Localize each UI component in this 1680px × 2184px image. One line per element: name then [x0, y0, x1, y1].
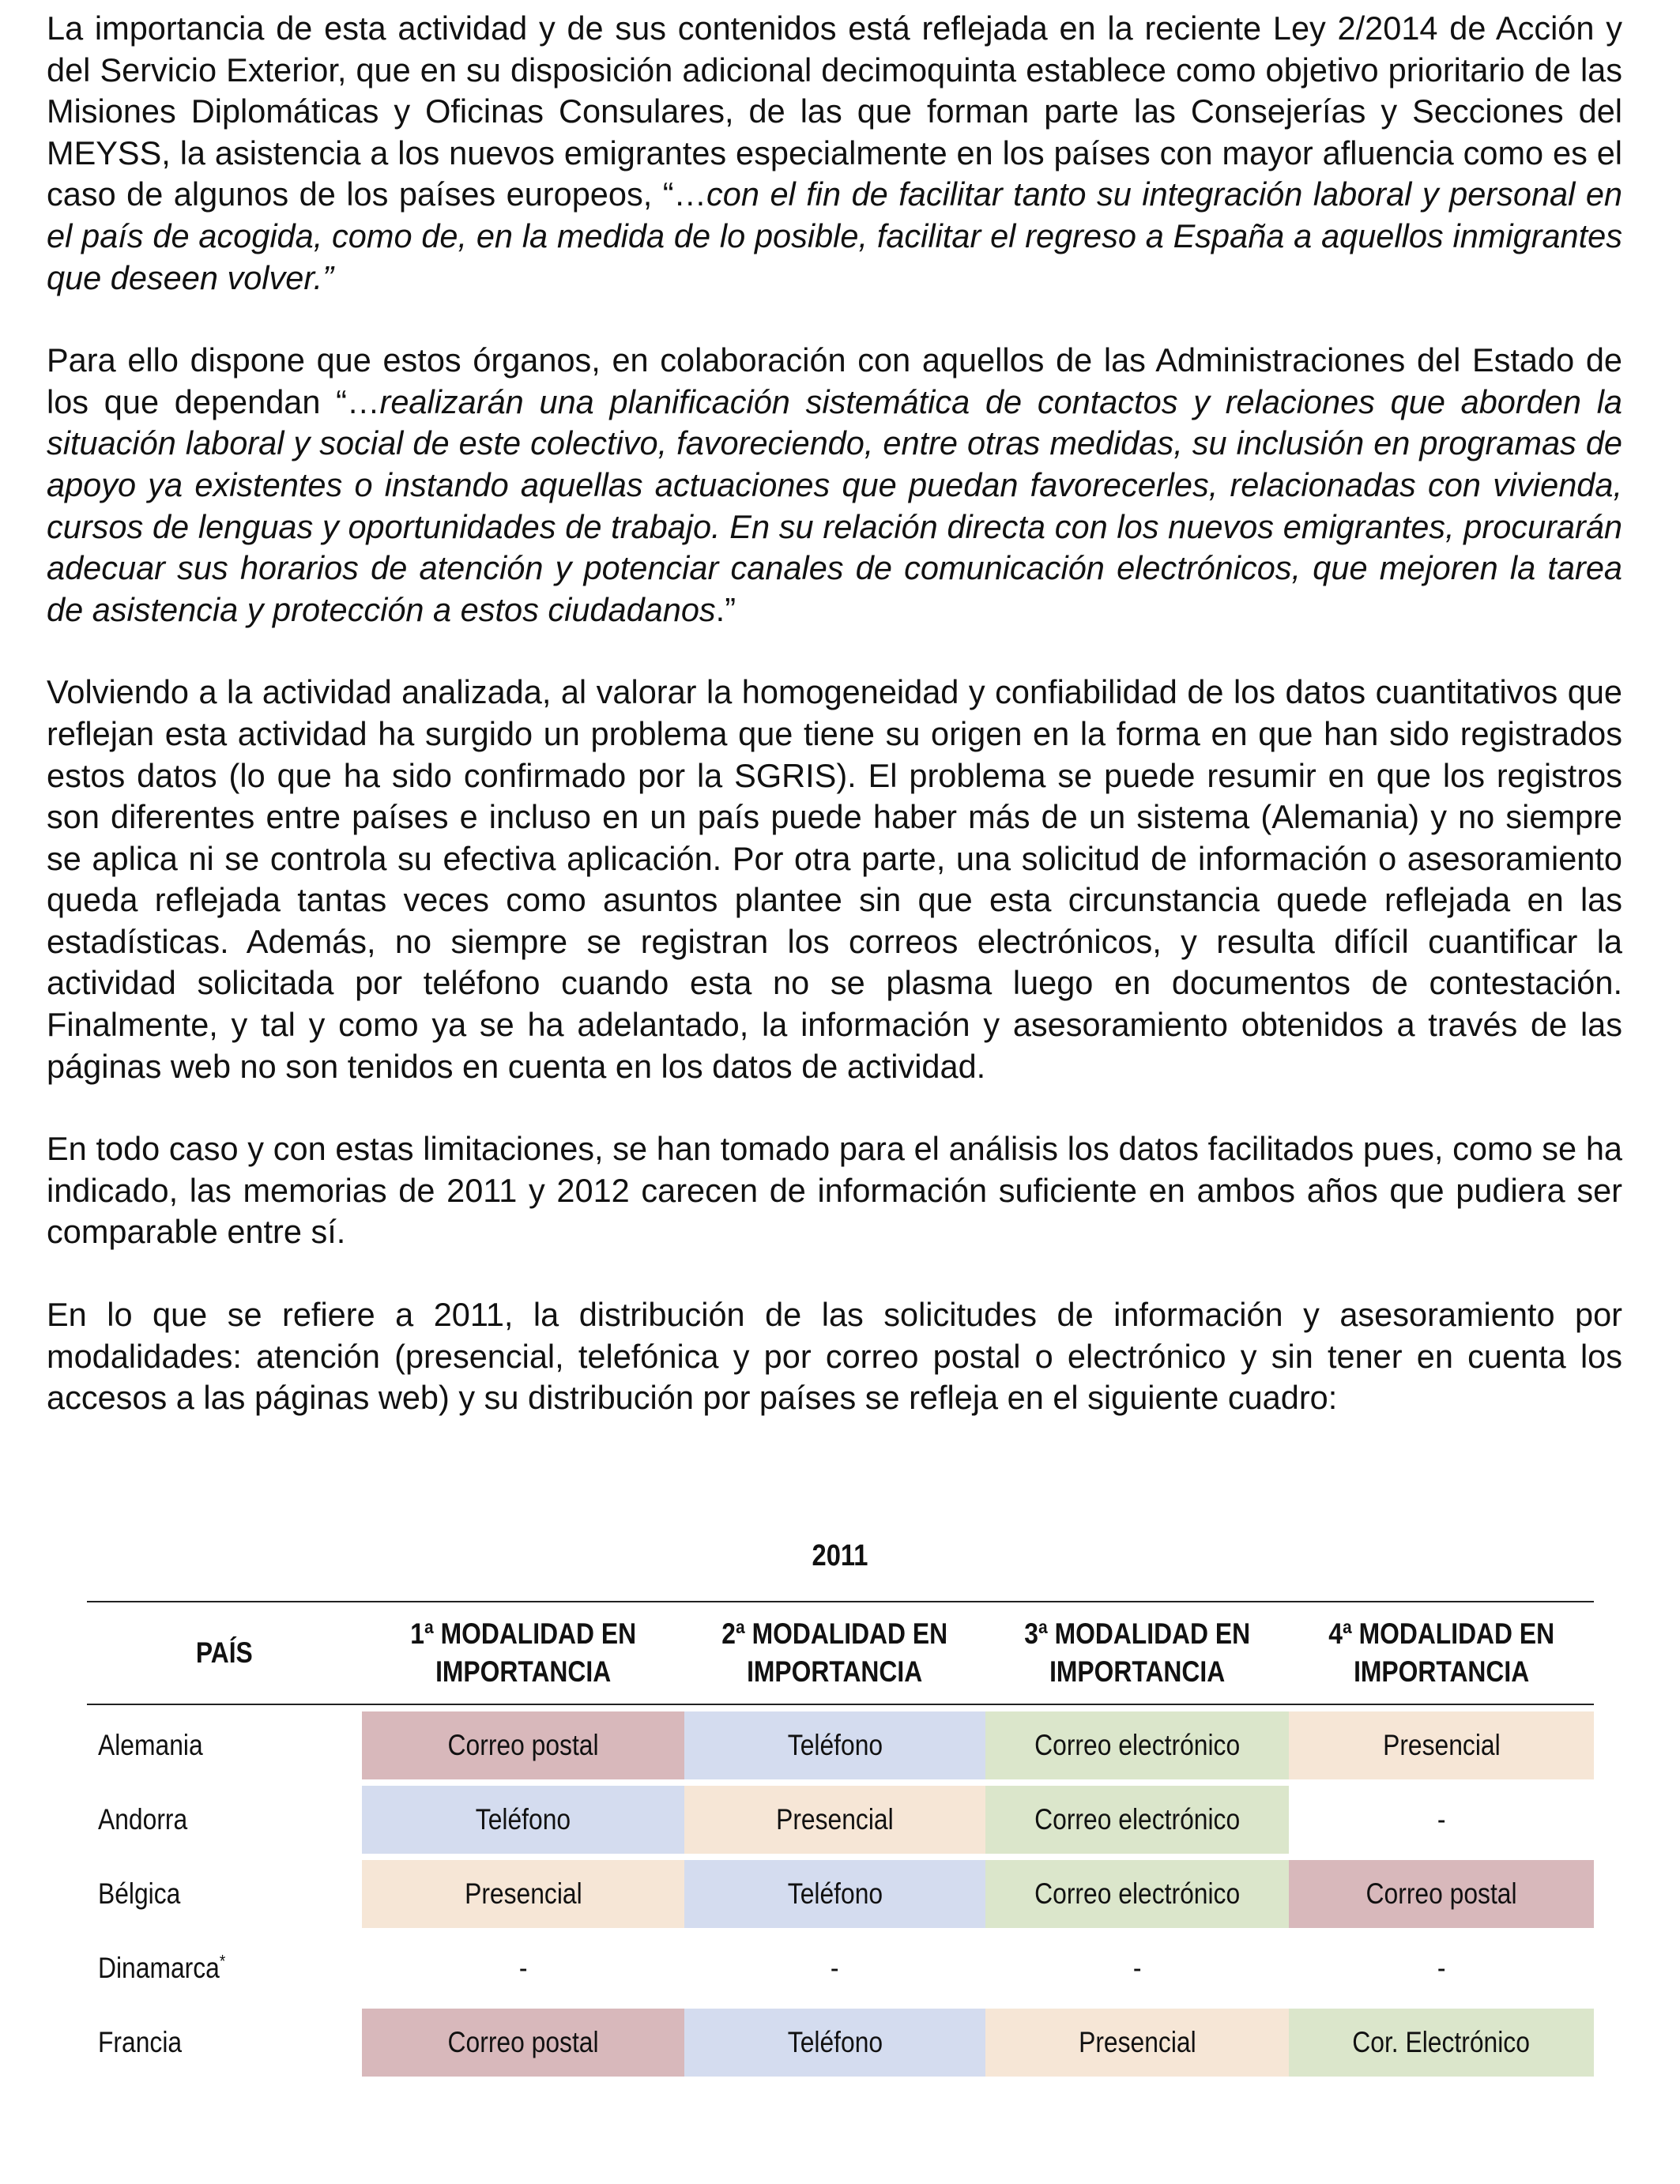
modality-cell	[362, 2009, 684, 2083]
paragraph-1-text-a: La importancia de esta actividad y de sus contenidos está reflejada en la reciente Ley 2/2014 de Acción y del Servicio Exterior, que en su disposición adicional decimoquinta establece como objetivo prioritario de las Misiones Diplomáticas y Oficinas Consulares, de las que forman parte las Consejerías y Secciones del MEYSS, la asistencia a los nuevos emigrantes especialmente en los países con mayor afluencia como es el caso de algunos de los países europeos, “…	[47, 9, 1622, 213]
modality-cell	[1289, 1786, 1594, 1860]
paragraph-1	[47, 8, 1622, 299]
paragraph-2-text-a: Para ello dispone que estos órganos, en colaboración con aquellos de las Administraciones del Estado de los que dependan “…	[47, 341, 1622, 420]
modality-label: -	[518, 1952, 528, 1984]
country-cell	[87, 1934, 362, 2009]
modality-cell	[362, 1934, 684, 2009]
modality-cell	[985, 1786, 1289, 1860]
modality-label: Correo postal	[447, 2026, 599, 2058]
header-country: PAÍS	[87, 1601, 362, 1705]
modality-cell	[985, 1705, 1289, 1786]
modality-label: -	[831, 1952, 839, 1984]
paragraph-3	[47, 672, 1622, 1087]
modality-cell	[1289, 1705, 1594, 1786]
paragraph-3-text: Volviendo a la actividad analizada, al valorar la homogeneidad y confiabilidad de los datos cuantitativos que reflejan esta actividad ha surgido un problema que tiene su origen en la forma en que han sido registrados estos datos (lo que ha sido confirmado por la SGRIS). El problema se puede resumir en que los registros son diferentes entre países e incluso en un país puede haber más de un sistema (Alemania) y no siempre se aplica ni se controla su efectiva aplicación. Por otra parte, una solicitud de información o asesoramiento queda reflejada tantas veces como asuntos plantee sin que esta circunstancia quede reflejada en las estadísticas. Además, no siempre se registran los correos electrónicos, y resulta difícil cuantificar la actividad solicitada por teléfono cuando esta no se plasma luego en documentos de contestación. Finalmente, y tal y como ya se ha adelantado, la información y asesoramiento obtenidos a través de las páginas web no son tenidos en cuenta en los datos de actividad.	[47, 673, 1622, 1085]
country-name: Bélgica	[98, 1877, 181, 1910]
modality-label: Cor. Electrónico	[1352, 2026, 1531, 2058]
modality-cell	[362, 1705, 684, 1786]
modality-cell	[684, 1786, 985, 1860]
document-body	[47, 8, 1622, 1419]
modality-label: Teléfono	[475, 1803, 571, 1836]
country-cell	[87, 1705, 362, 1786]
table-title: 2011	[812, 1539, 868, 1572]
modality-cell	[1289, 1860, 1594, 1934]
modality-cell	[985, 1860, 1289, 1934]
country-cell	[87, 2009, 362, 2083]
country-name: Andorra	[98, 1803, 188, 1836]
modality-label: Teléfono	[787, 2026, 883, 2058]
modality-table	[87, 1601, 1594, 2083]
country-name: Alemania	[98, 1729, 203, 1761]
modality-cell	[362, 1860, 684, 1934]
modality-label: Presencial	[464, 1877, 582, 1910]
paragraph-5	[47, 1294, 1622, 1419]
modality-cell	[362, 1786, 684, 1860]
modality-label: Presencial	[1382, 1729, 1501, 1761]
paragraph-1-quote: con el fin de facilitar tanto su integración laboral y personal en el país de acogida, como de, en la medida de lo posible, facilitar el regreso a España a aquellos inmigrantes que deseen volver.”	[47, 175, 1622, 296]
paragraph-2	[47, 340, 1622, 631]
table-header-row	[87, 1601, 1594, 1705]
table-row	[87, 1786, 1594, 1860]
header-modality-4: 4ª MODALIDAD EN IMPORTANCIA	[1289, 1601, 1594, 1705]
modality-cell	[684, 1860, 985, 1934]
modality-cell	[684, 1934, 985, 2009]
modality-label: Teléfono	[787, 1877, 883, 1910]
paragraph-2-quote: realizarán una planificación sistemática de contactos y relaciones que aborden la situación laboral y social de este colectivo, favoreciendo, entre otras medidas, su inclusión en programas de apoyo ya existentes o instando aquellas actuaciones que puedan favorecerles, relacionadas con vivienda, cursos de lenguas y oportunidades de trabajo. En su relación directa con los nuevos emigrantes, procurarán adecuar sus horarios de atención y potenciar canales de comunicación electrónicos, que mejoren la tarea de asistencia y protección a estos ciudadanos	[47, 382, 1622, 628]
paragraph-5-text: En lo que se refiere a 2011, la distribución de las solicitudes de información y asesoramiento por modalidades: atención (presencial, telefónica y por correo postal o electrónico y sin tener en cuenta los accesos a las páginas web) y su distribución por países se refleja en el siguiente cuadro:	[47, 1296, 1622, 1417]
modality-cell	[985, 2009, 1289, 2083]
modality-label: Correo electrónico	[1034, 1729, 1240, 1761]
modality-label: Correo postal	[447, 1729, 599, 1761]
table-row	[87, 1934, 1594, 2009]
modality-cell	[1289, 2009, 1594, 2083]
paragraph-4-text: En todo caso y con estas limitaciones, se han tomado para el análisis los datos facilitados pues, como se ha indicado, las memorias de 2011 y 2012 carecen de información suficiente en ambos años que pudiera ser comparable entre sí.	[47, 1130, 1622, 1251]
modality-label: Correo postal	[1365, 1877, 1517, 1910]
country-name: Francia	[98, 2026, 183, 2058]
paragraph-2-text-b: .”	[715, 590, 736, 628]
modality-label: -	[1132, 1952, 1142, 1984]
modality-cell	[684, 2009, 985, 2083]
modality-label: Correo electrónico	[1034, 1877, 1240, 1910]
country-cell	[87, 1786, 362, 1860]
modality-cell	[985, 1934, 1289, 2009]
modality-label: -	[1437, 1952, 1446, 1984]
modality-label: -	[1437, 1803, 1446, 1836]
table-row	[87, 1860, 1594, 1934]
footnote-marker: *	[219, 1951, 226, 1971]
modality-label: Teléfono	[787, 1729, 883, 1761]
header-modality-3: 3ª MODALIDAD EN IMPORTANCIA	[985, 1601, 1289, 1705]
modality-cell	[1289, 1934, 1594, 2009]
paragraph-4	[47, 1128, 1622, 1253]
table-row	[87, 2009, 1594, 2083]
table-row	[87, 1705, 1594, 1786]
header-modality-1: 1ª MODALIDAD EN IMPORTANCIA	[362, 1601, 684, 1705]
modality-label: Presencial	[776, 1803, 894, 1836]
modality-label: Correo electrónico	[1034, 1803, 1240, 1836]
header-modality-2: 2ª MODALIDAD EN IMPORTANCIA	[684, 1601, 985, 1705]
modality-cell	[684, 1705, 985, 1786]
country-name: Dinamarca*	[98, 1951, 226, 1984]
modality-label: Presencial	[1078, 2026, 1196, 2058]
country-cell	[87, 1860, 362, 1934]
table-body	[87, 1705, 1594, 2083]
